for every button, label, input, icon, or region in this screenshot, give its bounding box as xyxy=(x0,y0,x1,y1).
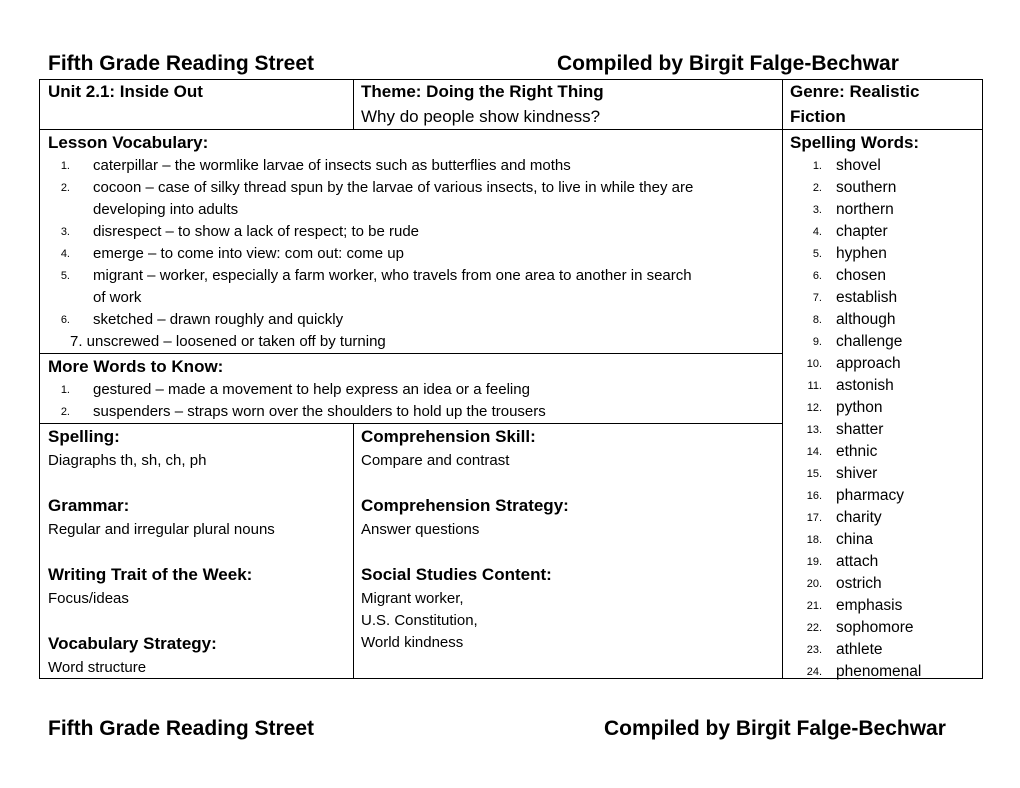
spelling-word-item xyxy=(790,331,980,353)
social-studies-item: World kindness xyxy=(361,634,464,651)
vocab-text: developing into adults xyxy=(93,201,239,218)
list-number: 4. xyxy=(60,248,70,260)
table-border-right xyxy=(982,79,983,679)
list-number: 14. xyxy=(806,446,822,458)
comprehension-skill-label: Comprehension Skill: xyxy=(361,427,536,446)
footer-author: Compiled by Birgit Falge-Bechwar xyxy=(604,717,946,740)
list-number: 13. xyxy=(806,424,822,436)
spelling-word: pharmacy xyxy=(836,487,905,504)
spelling-word: southern xyxy=(836,179,897,196)
unit-label: Unit 2.1: Inside Out xyxy=(48,82,203,101)
writing-trait-label: Writing Trait of the Week: xyxy=(48,565,253,584)
vocab-text: sketched – drawn roughly and quickly xyxy=(93,311,344,328)
grammar-value: Regular and irregular plural nouns xyxy=(48,521,275,538)
row-divider-more-words xyxy=(39,423,783,424)
spelling-word-item xyxy=(790,353,980,375)
spelling-word-item xyxy=(790,221,980,243)
list-number: 6. xyxy=(812,270,822,282)
lesson-vocabulary-heading: Lesson Vocabulary: xyxy=(48,133,209,152)
comprehension-skill-value: Compare and contrast xyxy=(361,452,510,469)
list-number: 15. xyxy=(806,468,822,480)
social-studies-item: Migrant worker, xyxy=(361,590,464,607)
spelling-word: python xyxy=(836,399,883,416)
spelling-word: sophomore xyxy=(836,619,914,636)
spelling-word: china xyxy=(836,531,874,548)
col-divider-genre xyxy=(782,79,783,679)
spelling-word-item xyxy=(790,199,980,221)
list-number: 1. xyxy=(812,160,822,172)
spelling-word: astonish xyxy=(836,377,894,394)
table-border-top xyxy=(39,79,983,80)
spelling-word: northern xyxy=(836,201,894,218)
spelling-word-item xyxy=(790,507,980,529)
comprehension-strategy-value: Answer questions xyxy=(361,521,480,538)
row-divider-vocab xyxy=(39,353,783,354)
spelling-word-item xyxy=(790,419,980,441)
spelling-word: shovel xyxy=(836,157,881,174)
spelling-word: chosen xyxy=(836,267,886,284)
spelling-word-item xyxy=(790,441,980,463)
list-number: 10. xyxy=(806,358,822,370)
col-divider-theme xyxy=(353,79,354,130)
spelling-word: ethnic xyxy=(836,443,878,460)
theme-label: Theme: Doing the Right Thing xyxy=(361,82,604,101)
genre-label: Genre: Realistic xyxy=(790,82,920,101)
spelling-words-list xyxy=(790,155,980,680)
genre-value: Fiction xyxy=(790,107,846,126)
list-number: 3. xyxy=(60,226,70,238)
spelling-word-item xyxy=(790,595,980,617)
spelling-word: emphasis xyxy=(836,597,903,614)
list-number: 1. xyxy=(60,384,70,396)
vocab-item-7: 7. unscrewed – loosened or taken off by turning xyxy=(70,333,386,350)
spelling-word-item xyxy=(790,551,980,573)
vocab-strategy-value: Word structure xyxy=(48,659,147,676)
spelling-word-item xyxy=(790,177,980,199)
spelling-word: establish xyxy=(836,289,898,306)
spelling-word-item xyxy=(790,155,980,177)
list-number: 18. xyxy=(806,534,822,546)
list-number: 11. xyxy=(807,380,822,392)
list-number: 16. xyxy=(806,490,822,502)
table-border-left xyxy=(39,79,40,679)
list-number: 2. xyxy=(812,182,822,194)
col-divider-skills xyxy=(353,423,354,679)
spelling-value: Diagraphs th, sh, ch, ph xyxy=(48,452,207,469)
spelling-words-heading: Spelling Words: xyxy=(790,133,920,152)
spelling-word-item xyxy=(790,573,980,595)
list-number: 22. xyxy=(806,622,822,634)
spelling-word-item xyxy=(790,639,980,661)
list-number: 24. xyxy=(806,666,822,678)
grammar-label: Grammar: xyxy=(48,496,130,515)
list-number: 4. xyxy=(812,226,822,238)
page-author: Compiled by Birgit Falge-Bechwar xyxy=(557,52,899,75)
spelling-word: athlete xyxy=(836,641,883,658)
spelling-word-item xyxy=(790,375,980,397)
spelling-word: challenge xyxy=(836,333,903,350)
list-number: 21. xyxy=(806,600,822,612)
more-words-heading: More Words to Know: xyxy=(48,357,224,376)
spelling-word: shiver xyxy=(836,465,878,482)
vocab-strategy-label: Vocabulary Strategy: xyxy=(48,634,217,653)
list-number: 7. xyxy=(812,292,822,304)
spelling-word: ostrich xyxy=(836,575,882,592)
spelling-word: hyphen xyxy=(836,245,887,262)
spelling-word-item xyxy=(790,309,980,331)
spelling-word-item xyxy=(790,485,980,507)
list-number: 19. xyxy=(806,556,822,568)
vocab-text: disrespect – to show a lack of respect; to be rude xyxy=(93,223,420,240)
list-number: 2. xyxy=(60,182,70,194)
writing-trait-value: Focus/ideas xyxy=(48,590,129,607)
spelling-word-item xyxy=(790,243,980,265)
list-number: 1. xyxy=(60,160,70,172)
spelling-word: although xyxy=(836,311,896,328)
spelling-word: chapter xyxy=(836,223,888,240)
spelling-word-item xyxy=(790,287,980,309)
spelling-word-item xyxy=(790,463,980,485)
spelling-word: phenomenal xyxy=(836,663,922,680)
list-number: 6. xyxy=(60,314,70,326)
vocab-text: cocoon – case of silky thread spun by the larvae of various insects, to live in while they are xyxy=(93,179,694,196)
social-studies-item: U.S. Constitution, xyxy=(361,612,478,629)
row-divider-top xyxy=(39,129,983,130)
more-words-text: suspenders – straps worn over the shoulders to hold up the trousers xyxy=(93,403,546,420)
social-studies-label: Social Studies Content: xyxy=(361,565,552,584)
spelling-word: shatter xyxy=(836,421,884,438)
vocab-text: caterpillar – the wormlike larvae of insects such as butterflies and moths xyxy=(93,157,571,174)
spelling-word: approach xyxy=(836,355,901,372)
more-words-text: gestured – made a movement to help express an idea or a feeling xyxy=(93,381,530,398)
list-number: 20. xyxy=(806,578,822,590)
spelling-word-item xyxy=(790,661,980,680)
list-number: 5. xyxy=(60,270,70,282)
spelling-word-item xyxy=(790,397,980,419)
list-number: 3. xyxy=(812,204,822,216)
vocab-text: migrant – worker, especially a farm worker, who travels from one area to another in search xyxy=(93,267,692,284)
comprehension-strategy-label: Comprehension Strategy: xyxy=(361,496,569,515)
list-number: 23. xyxy=(806,644,822,656)
footer-title: Fifth Grade Reading Street xyxy=(48,717,315,740)
vocab-text: of work xyxy=(93,289,142,306)
spelling-word: attach xyxy=(836,553,879,570)
page-title: Fifth Grade Reading Street xyxy=(48,52,315,75)
spelling-label: Spelling: xyxy=(48,427,120,446)
list-number: 2. xyxy=(60,406,70,418)
spelling-word-item xyxy=(790,617,980,639)
spelling-word-item xyxy=(790,265,980,287)
theme-question: Why do people show kindness? xyxy=(361,107,601,126)
list-number: 12. xyxy=(806,402,822,414)
spelling-word: charity xyxy=(836,509,882,526)
list-number: 17. xyxy=(806,512,822,524)
list-number: 8. xyxy=(812,314,822,326)
vocab-text: emerge – to come into view: com out: come up xyxy=(93,245,404,262)
spelling-word-item xyxy=(790,529,980,551)
list-number: 9. xyxy=(812,336,822,348)
list-number: 5. xyxy=(812,248,822,260)
